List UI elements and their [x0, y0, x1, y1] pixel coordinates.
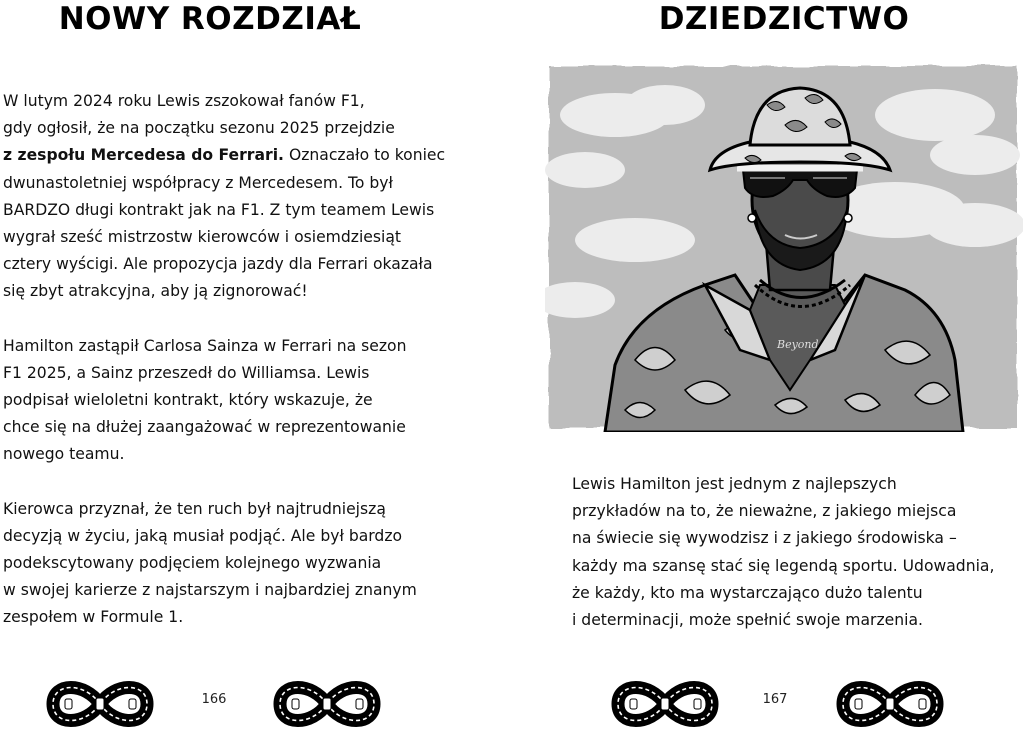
infinity-race-track-icon	[835, 676, 945, 732]
text-line: przykładów na to, że nieważne, z jakiego miejsca	[572, 502, 957, 521]
text-line: cztery wyścigi. Ale propozycja jazdy dla Ferrari okazała	[3, 255, 433, 274]
text-line: zespołem w Formule 1.	[3, 608, 184, 627]
paragraph-3	[3, 496, 428, 632]
paragraph-1	[572, 471, 1012, 634]
shirt-text: Beyond	[777, 338, 819, 351]
text-line: gdy ogłosił, że na początku sezonu 2025 przejdzie	[3, 119, 395, 138]
text-line: podpisał wieloletni kontrakt, który wskazuje, że	[3, 391, 373, 410]
text-line: Kierowca przyznał, że ten ruch był najtrudniejszą	[3, 499, 386, 518]
text-line	[3, 142, 446, 169]
text-line: w swojej karierze z najstarszym i najbardziej znanym	[3, 581, 417, 600]
text-line: F1 2025, a Sainz przeszedł do Williamsa. Lewis	[3, 363, 370, 382]
text-line: decyzją w życiu, jaką musiał podjąć. Ale był bardzo	[3, 526, 403, 545]
text-line: na świecie się wywodzisz i z jakiego środowiska –	[572, 529, 957, 548]
text-line: nowego teamu.	[3, 445, 125, 464]
text-fragment: Oznaczało to koniec	[283, 146, 446, 165]
text-line: chce się na dłużej zaangażować w reprezentowanie	[3, 418, 406, 437]
page-number: 166	[201, 692, 227, 707]
text-line: Hamilton zastąpił Carlosa Sainza w Ferrari na sezon	[3, 336, 407, 355]
page-footer	[0, 672, 512, 732]
text-line: podekscytowany podjęciem kolejnego wyzwania	[3, 554, 382, 573]
infinity-race-track-icon	[610, 676, 720, 732]
text-line: każdy ma szansę stać się legendą sportu. Udowadnia,	[572, 556, 995, 575]
paragraph-2	[3, 333, 428, 469]
text-line: wygrał sześć mistrzostw kierowców i osiemdziesiąt	[3, 228, 401, 247]
infinity-race-track-icon	[272, 676, 382, 732]
text-line: BARDZO długi kontrakt jak na F1. Z tym teamem Lewis	[3, 200, 435, 219]
text-line: dwunastoletniej współpracy z Mercedesem. To był	[3, 173, 393, 192]
legacy-text	[572, 471, 1012, 661]
text-line: i determinacji, może spełnić swoje marzenia.	[572, 611, 923, 630]
text-line: że każdy, kto ma wystarczająco dużo talentu	[572, 583, 923, 602]
page-title: NOWY ROZDZIAŁ	[58, 1, 362, 37]
page-footer	[512, 672, 1024, 732]
chapter-text	[3, 88, 446, 659]
page-number: 167	[762, 692, 788, 707]
text-line: się zbyt atrakcyjna, aby ją zignorować!	[3, 282, 308, 301]
paragraph-1	[3, 88, 446, 306]
text-line: Lewis Hamilton jest jednym z najlepszych	[572, 475, 897, 493]
portrait-illustration	[545, 60, 1023, 432]
infinity-race-track-icon	[45, 676, 155, 732]
right-page	[512, 0, 1024, 737]
page-title: DZIEDZICTWO	[658, 1, 910, 37]
text-line: W lutym 2024 roku Lewis zszokował fanów F1,	[3, 92, 365, 110]
bold-phrase: z zespołu Mercedesa do Ferrari.	[3, 146, 284, 165]
